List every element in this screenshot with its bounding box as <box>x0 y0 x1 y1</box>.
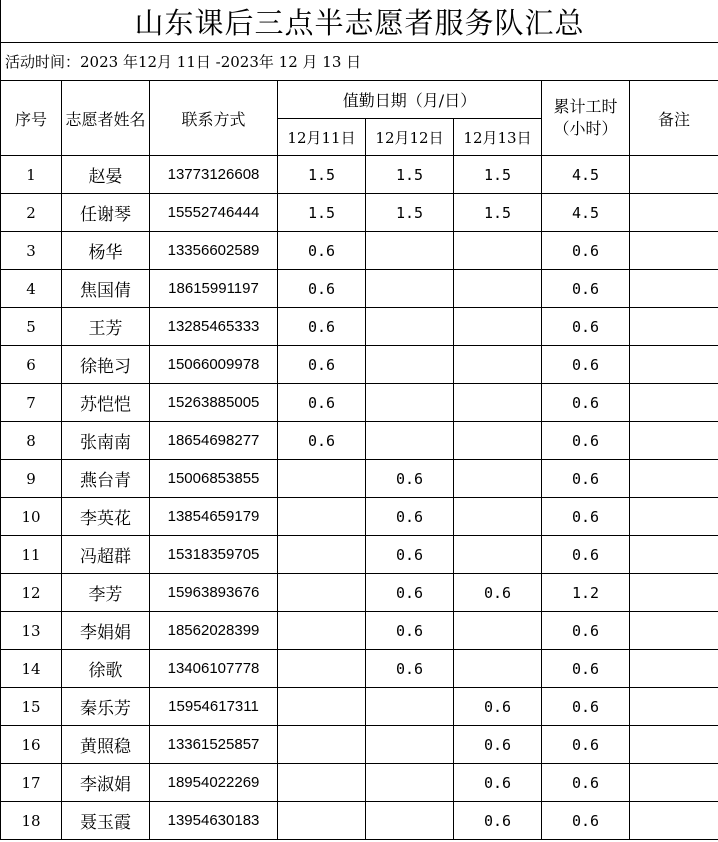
header-date-2: 12月12日 <box>366 119 454 156</box>
row-remarks-cell <box>630 422 718 460</box>
row-index-cell: 14 <box>1 650 62 688</box>
row-total-hours-cell: 0.6 <box>542 726 630 764</box>
header-date-3: 12月13日 <box>454 119 542 156</box>
row-phone-cell: 18615991197 <box>150 270 278 308</box>
row-phone-cell: 13406107778 <box>150 650 278 688</box>
row-remarks-cell <box>630 574 718 612</box>
row-remarks-cell <box>630 194 718 232</box>
row-index-cell: 6 <box>1 346 62 384</box>
row-dec11-hours-cell <box>278 574 366 612</box>
row-name-cell: 苏恺恺 <box>62 384 150 422</box>
row-dec11-hours-cell: 1.5 <box>278 194 366 232</box>
table-row <box>1 308 718 346</box>
row-dec11-hours-cell <box>278 498 366 536</box>
row-dec13-hours-cell <box>454 650 542 688</box>
row-dec13-hours-cell <box>454 346 542 384</box>
row-dec12-hours-cell <box>366 726 454 764</box>
row-dec12-hours-cell <box>366 308 454 346</box>
row-index-cell: 1 <box>1 156 62 194</box>
row-index-cell: 7 <box>1 384 62 422</box>
row-dec12-hours-cell <box>366 802 454 840</box>
row-phone-cell: 13954630183 <box>150 802 278 840</box>
row-dec13-hours-cell <box>454 232 542 270</box>
row-name-cell: 燕台青 <box>62 460 150 498</box>
row-dec13-hours-cell: 0.6 <box>454 726 542 764</box>
header-remarks: 备注 <box>630 81 718 156</box>
header-duty-dates: 值勤日期（月/日） <box>278 81 542 119</box>
row-dec13-hours-cell <box>454 498 542 536</box>
row-index-cell: 18 <box>1 802 62 840</box>
row-dec11-hours-cell <box>278 612 366 650</box>
row-dec11-hours-cell <box>278 688 366 726</box>
row-total-hours-cell: 0.6 <box>542 536 630 574</box>
row-name-cell: 张南南 <box>62 422 150 460</box>
sheet-title: 山东课后三点半志愿者服务队汇总 <box>1 0 718 43</box>
row-dec12-hours-cell: 1.5 <box>366 194 454 232</box>
row-total-hours-cell: 4.5 <box>542 156 630 194</box>
row-total-hours-cell: 0.6 <box>542 422 630 460</box>
row-total-hours-cell: 0.6 <box>542 764 630 802</box>
row-phone-cell: 13361525857 <box>150 726 278 764</box>
table-row <box>1 156 718 194</box>
header-total-hours <box>542 81 630 156</box>
header-name: 志愿者姓名 <box>62 81 150 156</box>
row-dec13-hours-cell <box>454 460 542 498</box>
table-row <box>1 384 718 422</box>
row-dec11-hours-cell <box>278 764 366 802</box>
row-dec12-hours-cell <box>366 384 454 422</box>
row-total-hours-cell: 0.6 <box>542 498 630 536</box>
row-name-cell: 李娟娟 <box>62 612 150 650</box>
activity-time: 活动时间：2023 年12月 11日 -2023年 12 月 13 日 <box>1 43 718 81</box>
row-dec12-hours-cell: 0.6 <box>366 536 454 574</box>
row-dec11-hours-cell <box>278 650 366 688</box>
table-row <box>1 688 718 726</box>
row-remarks-cell <box>630 688 718 726</box>
row-phone-cell: 15954617311 <box>150 688 278 726</box>
row-total-hours-cell: 0.6 <box>542 688 630 726</box>
row-name-cell: 徐歌 <box>62 650 150 688</box>
row-total-hours-cell: 0.6 <box>542 802 630 840</box>
row-phone-cell: 15263885005 <box>150 384 278 422</box>
row-name-cell: 王芳 <box>62 308 150 346</box>
row-dec11-hours-cell: 1.5 <box>278 156 366 194</box>
row-total-hours-cell: 0.6 <box>542 346 630 384</box>
row-index-cell: 13 <box>1 612 62 650</box>
row-name-cell: 焦国倩 <box>62 270 150 308</box>
header-total-hours-line2: （小时） <box>553 119 618 138</box>
table-row <box>1 422 718 460</box>
header-contact: 联系方式 <box>150 81 278 156</box>
row-dec13-hours-cell: 0.6 <box>454 688 542 726</box>
row-phone-cell: 15066009978 <box>150 346 278 384</box>
row-phone-cell: 13285465333 <box>150 308 278 346</box>
row-name-cell: 李芳 <box>62 574 150 612</box>
row-index-cell: 16 <box>1 726 62 764</box>
row-index-cell: 8 <box>1 422 62 460</box>
row-dec11-hours-cell: 0.6 <box>278 422 366 460</box>
row-dec13-hours-cell: 1.5 <box>454 194 542 232</box>
row-dec12-hours-cell <box>366 422 454 460</box>
row-index-cell: 11 <box>1 536 62 574</box>
row-dec11-hours-cell <box>278 536 366 574</box>
row-dec12-hours-cell: 0.6 <box>366 498 454 536</box>
row-dec13-hours-cell <box>454 270 542 308</box>
row-remarks-cell <box>630 498 718 536</box>
row-name-cell: 冯超群 <box>62 536 150 574</box>
table-row <box>1 650 718 688</box>
row-dec12-hours-cell <box>366 270 454 308</box>
row-remarks-cell <box>630 764 718 802</box>
row-name-cell: 黄照稳 <box>62 726 150 764</box>
row-phone-cell: 15963893676 <box>150 574 278 612</box>
row-dec12-hours-cell <box>366 232 454 270</box>
row-dec11-hours-cell <box>278 460 366 498</box>
row-dec12-hours-cell: 0.6 <box>366 574 454 612</box>
row-total-hours-cell: 0.6 <box>542 270 630 308</box>
table-row <box>1 612 718 650</box>
table-row <box>1 536 718 574</box>
table-row <box>1 574 718 612</box>
row-index-cell: 2 <box>1 194 62 232</box>
row-phone-cell: 13854659179 <box>150 498 278 536</box>
row-phone-cell: 13773126608 <box>150 156 278 194</box>
row-dec13-hours-cell <box>454 308 542 346</box>
row-dec13-hours-cell: 0.6 <box>454 574 542 612</box>
row-dec11-hours-cell <box>278 802 366 840</box>
row-dec12-hours-cell: 0.6 <box>366 650 454 688</box>
row-remarks-cell <box>630 270 718 308</box>
row-dec12-hours-cell: 1.5 <box>366 156 454 194</box>
table-row <box>1 726 718 764</box>
row-name-cell: 秦乐芳 <box>62 688 150 726</box>
table-row <box>1 232 718 270</box>
row-total-hours-cell: 0.6 <box>542 232 630 270</box>
row-name-cell: 杨华 <box>62 232 150 270</box>
table-row <box>1 764 718 802</box>
row-name-cell: 徐艳习 <box>62 346 150 384</box>
row-dec13-hours-cell <box>454 612 542 650</box>
row-phone-cell: 18562028399 <box>150 612 278 650</box>
row-index-cell: 10 <box>1 498 62 536</box>
row-index-cell: 4 <box>1 270 62 308</box>
table-row <box>1 460 718 498</box>
row-remarks-cell <box>630 612 718 650</box>
row-remarks-cell <box>630 232 718 270</box>
row-remarks-cell <box>630 536 718 574</box>
row-phone-cell: 15318359705 <box>150 536 278 574</box>
row-dec11-hours-cell: 0.6 <box>278 232 366 270</box>
row-name-cell: 李英花 <box>62 498 150 536</box>
row-total-hours-cell: 0.6 <box>542 384 630 422</box>
row-dec12-hours-cell <box>366 764 454 802</box>
row-remarks-cell <box>630 650 718 688</box>
row-dec11-hours-cell: 0.6 <box>278 346 366 384</box>
row-dec11-hours-cell: 0.6 <box>278 270 366 308</box>
row-index-cell: 5 <box>1 308 62 346</box>
table-row <box>1 194 718 232</box>
row-remarks-cell <box>630 384 718 422</box>
row-dec13-hours-cell: 0.6 <box>454 802 542 840</box>
row-name-cell: 聂玉霞 <box>62 802 150 840</box>
row-remarks-cell <box>630 346 718 384</box>
row-dec12-hours-cell <box>366 346 454 384</box>
row-dec12-hours-cell: 0.6 <box>366 460 454 498</box>
row-remarks-cell <box>630 460 718 498</box>
table-row <box>1 802 718 840</box>
row-dec13-hours-cell <box>454 384 542 422</box>
row-dec11-hours-cell: 0.6 <box>278 308 366 346</box>
row-remarks-cell <box>630 802 718 840</box>
row-remarks-cell <box>630 156 718 194</box>
row-phone-cell: 13356602589 <box>150 232 278 270</box>
row-remarks-cell <box>630 308 718 346</box>
header-total-hours-line1: 累计工时 <box>553 97 618 116</box>
row-total-hours-cell: 0.6 <box>542 308 630 346</box>
row-dec13-hours-cell <box>454 422 542 460</box>
row-phone-cell: 18654698277 <box>150 422 278 460</box>
row-phone-cell: 15006853855 <box>150 460 278 498</box>
row-total-hours-cell: 0.6 <box>542 612 630 650</box>
row-index-cell: 9 <box>1 460 62 498</box>
table-row <box>1 498 718 536</box>
row-dec13-hours-cell: 1.5 <box>454 156 542 194</box>
row-total-hours-cell: 1.2 <box>542 574 630 612</box>
header-date-1: 12月11日 <box>278 119 366 156</box>
row-dec12-hours-cell <box>366 688 454 726</box>
row-dec13-hours-cell: 0.6 <box>454 764 542 802</box>
row-remarks-cell <box>630 726 718 764</box>
row-phone-cell: 15552746444 <box>150 194 278 232</box>
row-dec13-hours-cell <box>454 536 542 574</box>
row-dec11-hours-cell: 0.6 <box>278 384 366 422</box>
row-total-hours-cell: 0.6 <box>542 460 630 498</box>
row-name-cell: 李淑娟 <box>62 764 150 802</box>
row-phone-cell: 18954022269 <box>150 764 278 802</box>
table-row <box>1 346 718 384</box>
table-row <box>1 270 718 308</box>
row-dec11-hours-cell <box>278 726 366 764</box>
row-total-hours-cell: 4.5 <box>542 194 630 232</box>
row-index-cell: 3 <box>1 232 62 270</box>
row-dec12-hours-cell: 0.6 <box>366 612 454 650</box>
row-total-hours-cell: 0.6 <box>542 650 630 688</box>
row-index-cell: 17 <box>1 764 62 802</box>
row-index-cell: 15 <box>1 688 62 726</box>
header-index: 序号 <box>1 81 62 156</box>
row-name-cell: 任谢琴 <box>62 194 150 232</box>
row-name-cell: 赵晏 <box>62 156 150 194</box>
row-index-cell: 12 <box>1 574 62 612</box>
